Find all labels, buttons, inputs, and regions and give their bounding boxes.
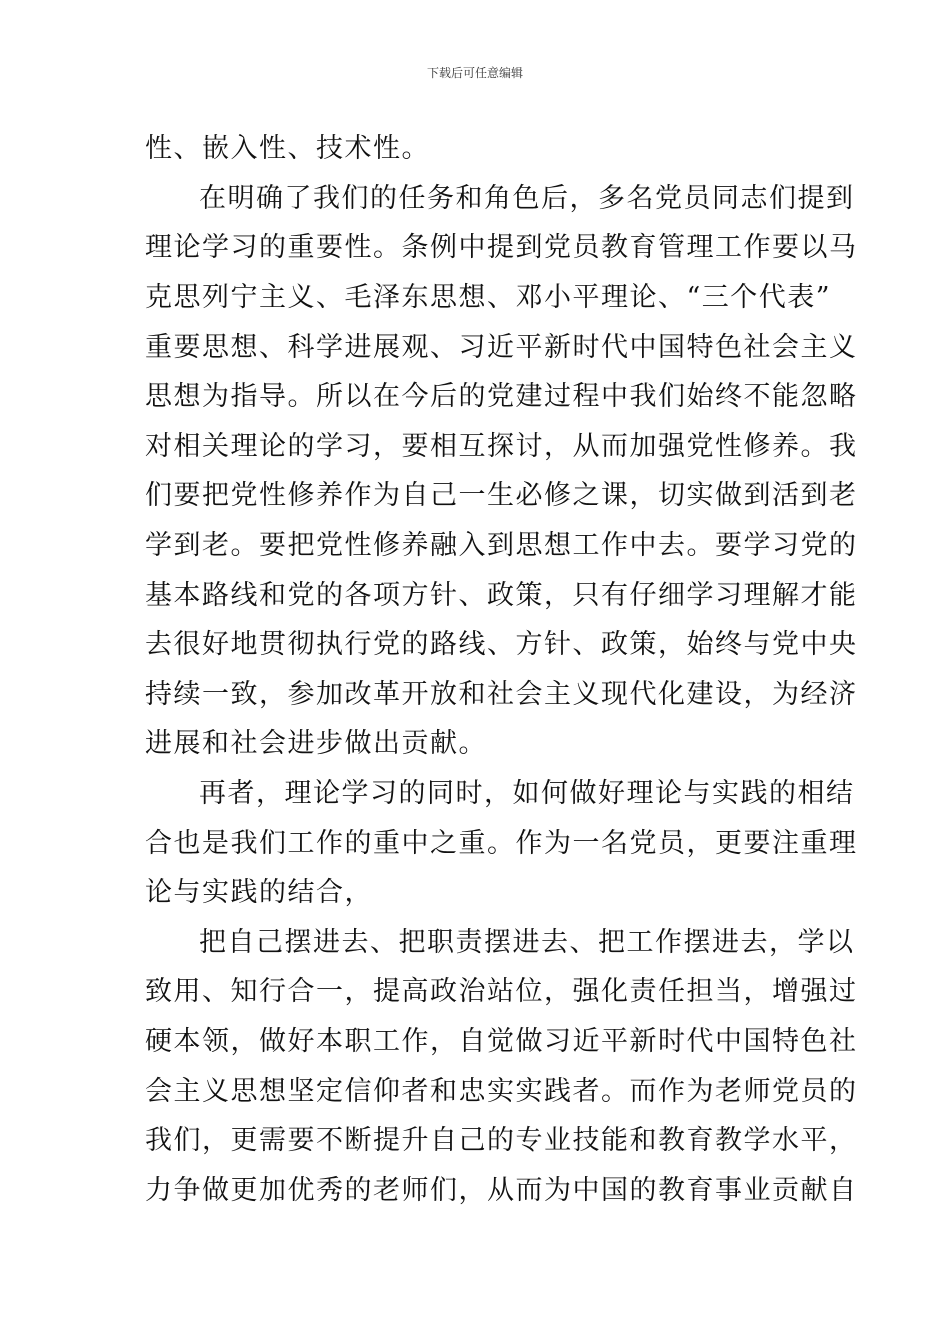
text-line: 持续一致，参加改革开放和社会主义现代化建设，为经济 xyxy=(145,679,858,710)
text-line: 论与实践的结合， xyxy=(145,877,373,908)
text-line: 重要思想、科学进展观、习近平新时代中国特色社会主义 xyxy=(145,332,858,363)
text-line: 们要把党性修养作为自己一生必修之课，切实做到活到老 xyxy=(145,480,858,511)
text-line: 理论学习的重要性。条例中提到党员教育管理工作要以马 xyxy=(145,232,858,263)
text-line: 对相关理论的学习，要相互探讨，从而加强党性修养。我 xyxy=(145,431,858,462)
text-line: 硬本领，做好本职工作，自觉做习近平新时代中国特色社 xyxy=(145,1026,858,1057)
text-line: 在明确了我们的任务和角色后，多名党员同志们提到 xyxy=(199,183,855,214)
text-line: 力争做更加优秀的老师们，从而为中国的教育事业贡献自 xyxy=(145,1175,858,1206)
text-line: 我们，更需要不断提升自己的专业技能和教育教学水平， xyxy=(145,1125,858,1156)
text-line: 进展和社会进步做出贡献。 xyxy=(145,728,487,759)
text-line: 会主义思想坚定信仰者和忠实实践者。而作为老师党员的 xyxy=(145,1076,858,1107)
text-line: 合也是我们工作的重中之重。作为一名党员，更要注重理 xyxy=(145,828,858,859)
text-line: 性、嵌入性、技术性。 xyxy=(145,133,430,164)
text-line: 再者，理论学习的同时，如何做好理论与实践的相结 xyxy=(199,778,855,809)
text-line: 致用、知行合一，提高政治站位，强化责任担当，增强过 xyxy=(145,976,858,1007)
page-header: 下载后可任意编辑 xyxy=(426,66,523,80)
text-line: 去很好地贯彻执行党的路线、方针、政策，始终与党中央 xyxy=(145,629,858,660)
text-line: 把自己摆进去、把职责摆进去、把工作摆进去，学以 xyxy=(199,927,855,958)
text-line: 学到老。要把党性修养融入到思想工作中去。要学习党的 xyxy=(145,530,858,561)
text-line: 基本路线和党的各项方针、政策，只有仔细学习理解才能 xyxy=(145,580,858,611)
text-line: 克思列宁主义、毛泽东思想、邓小平理论、“三个代表” xyxy=(145,282,832,313)
text-line: 思想为指导。所以在今后的党建过程中我们始终不能忽略 xyxy=(145,381,858,412)
